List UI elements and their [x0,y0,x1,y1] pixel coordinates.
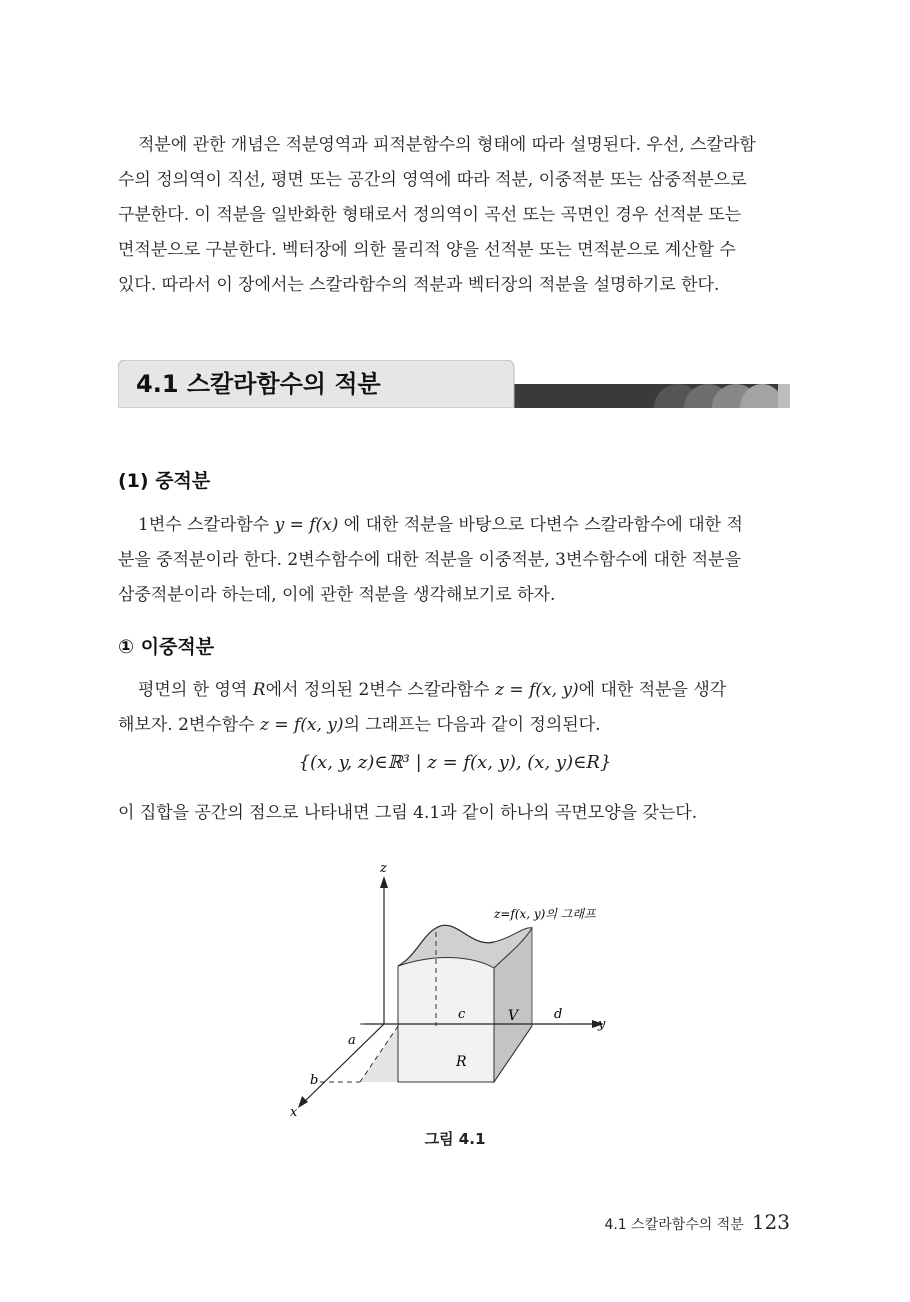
math-expression: y = f(x) [274,515,339,535]
label-r: R [456,1054,467,1070]
label-z: z [380,861,387,876]
figure-caption: 그림 4.1 [424,1130,486,1148]
subsection-title: (1) 중적분 [118,470,211,492]
x-axis [304,1024,384,1102]
text-run: 에 대한 적분을 바탕으로 다변수 스칼라함수에 대한 적 [338,515,743,535]
page-number: 123 [751,1210,790,1234]
subsection-title: ① 이중적분 [118,636,215,658]
text-run: 평면의 한 영역 [138,680,253,700]
label-d: d [554,1007,563,1022]
label-c: c [458,1007,466,1022]
text-run: 에서 정의된 2변수 스칼라함수 [265,680,496,700]
intro-line: 구분한다. 이 적분을 일반화한 형태로서 정의역이 곡선 또는 곡면인 경우 선적분 또는 [118,205,742,225]
text-line: 분을 중적분이라 한다. 2변수함수에 대한 적분을 이중적분, 3변수함수에 대한 적분을 [118,550,741,570]
front-face [398,953,494,1082]
text-line: 삼중적분이라 하는데, 이에 관한 적분을 생각해보기로 하자. [118,585,556,605]
label-v: V [508,1008,519,1024]
label-x: x [290,1105,298,1120]
graph-label: z=f(x, y)의 그래프 [494,907,596,921]
label-y: y [598,1017,606,1032]
math-expression: z = f(x, y) [495,680,579,700]
intro-paragraph [118,128,790,303]
text-line: 이 집합을 공간의 점으로 나타내면 그림 4.1과 같이 하나의 곡면모양을 갖는다. [118,803,698,823]
text-run: 의 그래프는 다음과 같이 정의된다. [343,715,601,735]
intro-line: 있다. 따라서 이 장에서는 스칼라함수의 적분과 벡터장의 적분을 설명하기로 한다. [118,275,720,295]
double-integral-paragraph [118,673,790,743]
multiple-integral-paragraph [118,508,790,613]
section-title: 4.1 스칼라함수의 적분 [136,370,381,398]
page-footer [604,1210,790,1234]
figure-intro-paragraph [118,796,790,831]
label-b: b [310,1073,319,1088]
text-run: 해보자. 2변수함수 [118,715,260,735]
intro-line: 면적분으로 구분한다. 벡터장에 의한 물리적 양을 선적분 또는 면적분으로 계산할 수 [118,240,736,260]
intro-line: 적분에 관한 개념은 적분영역과 피적분함수의 형태에 따라 설명된다. 우선, 스칼라함 [138,135,756,155]
math-symbol: R [252,680,266,700]
text-run: 에 대한 적분을 생각 [578,680,727,700]
footer-section: 4.1 스칼라함수의 적분 [604,1217,744,1233]
intro-line: 수의 정의역이 직선, 평면 또는 공간의 영역에 따라 적분, 이중적분 또는 삼중적분으로 [118,170,747,190]
text-run: 1변수 스칼라함수 [138,515,275,535]
set-formula: {(x, y, z)∈ℝ³ | z = f(x, y), (x, y)∈R} [298,752,612,773]
math-expression: z = f(x, y) [259,715,344,735]
label-a: a [348,1033,356,1048]
figure-4-1 [280,856,630,1126]
